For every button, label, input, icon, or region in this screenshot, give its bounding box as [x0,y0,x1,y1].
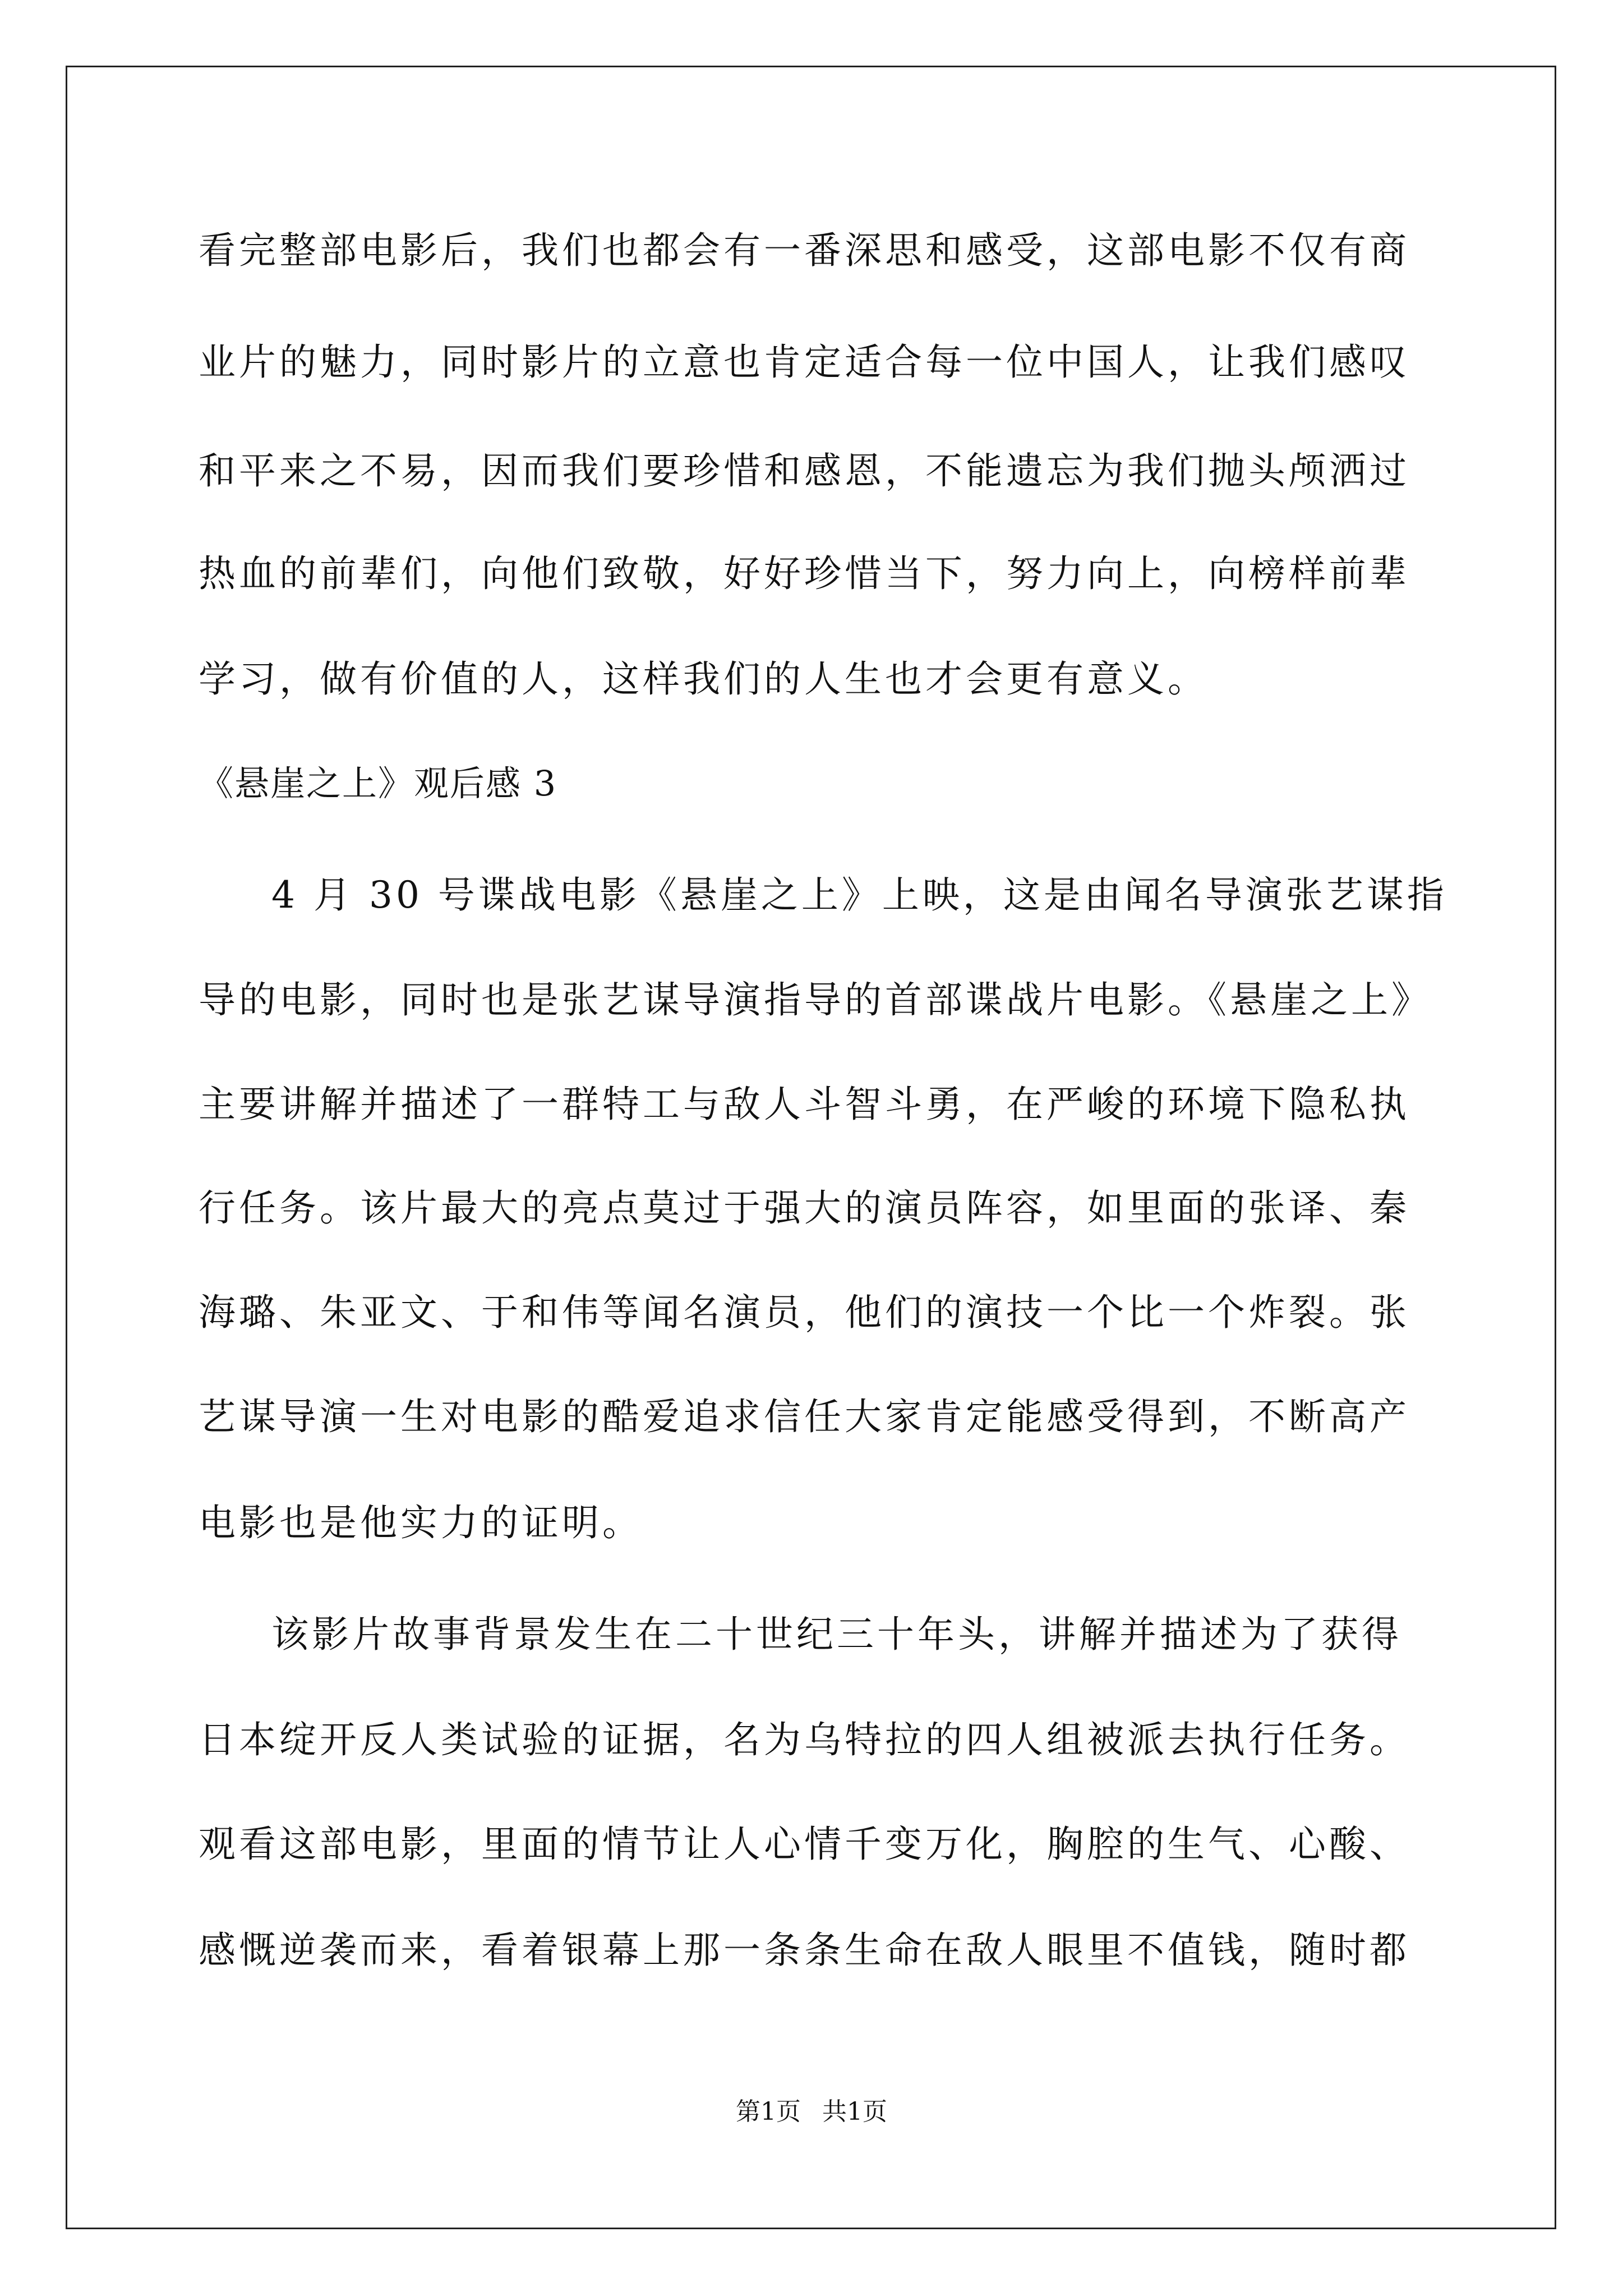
paragraph-line: 和平来之不易，因而我们要珍惜和感恩，不能遗忘为我们抛头颅洒过 [199,449,1410,493]
paragraph-line: 该影片故事背景发生在二十世纪三十年头，讲解并描述为了获得 [271,1613,1402,1656]
page-footer [0,2095,1623,2129]
paragraph-line: 海璐、朱亚文、于和伟等闻名演员，他们的演技一个比一个炸裂。张 [199,1291,1410,1334]
paragraph-line: 学习，做有价值的人，这样我们的人生也才会更有意义。 [199,657,1208,701]
page-total: 共1页 [822,2097,887,2126]
paragraph-line: 行任务。该片最大的亮点莫过于强大的演员阵容，如里面的张译、秦 [199,1186,1410,1230]
paragraph-line: 电影也是他实力的证明。 [199,1501,643,1544]
paragraph-line: 观看这部电影，里面的情节让人心情千变万化，胸腔的生气、心酸、 [199,1823,1410,1866]
paragraph-line: 日本绽开反人类试验的证据，名为乌特拉的四人组被派去执行任务。 [199,1718,1410,1761]
paragraph-line: 感慨逆袭而来，看着银幕上那一条条生命在敌人眼里不值钱，随时都 [199,1929,1410,1972]
paragraph-line: 主要讲解并描述了一群特工与敌人斗智斗勇，在严峻的环境下隐私执 [199,1083,1410,1126]
paragraph-line: 业片的魅力，同时影片的立意也肯定适合每一位中国人，让我们感叹 [199,341,1410,384]
page-number: 第1页 [736,2097,801,2126]
paragraph-line: 看完整部电影后，我们也都会有一番深思和感受，这部电影不仅有商 [199,229,1410,272]
section-heading: 《悬崖之上》观后感 3 [199,763,557,804]
paragraph-line: 艺谋导演一生对电影的酷爱追求信任大家肯定能感受得到，不断高产 [199,1395,1410,1438]
paragraph-line: 4 月 30 号谍战电影《悬崖之上》上映，这是由闻名导演张艺谋指 [271,873,1447,917]
page-border [66,66,1556,2229]
paragraph-line: 导的电影，同时也是张艺谋导演指导的首部谍战片电影。《悬崖之上》 [199,978,1432,1022]
paragraph-line: 热血的前辈们，向他们致敬，好好珍惜当下，努力向上，向榜样前辈 [199,552,1410,595]
